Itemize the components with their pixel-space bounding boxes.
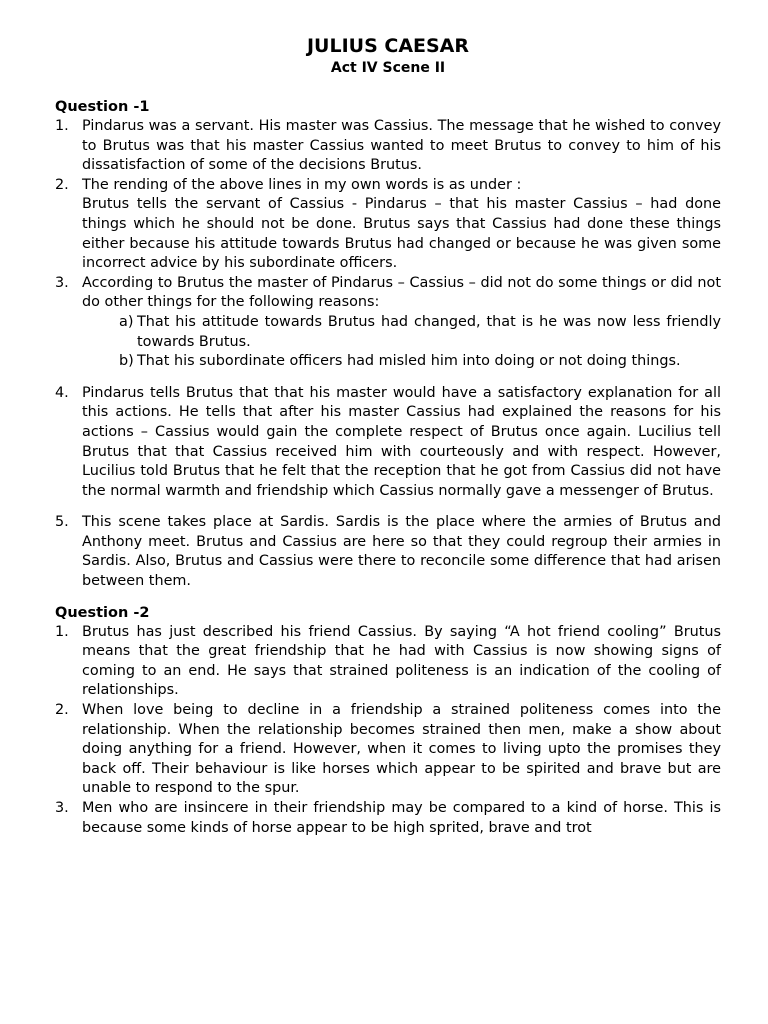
document-page xyxy=(55,34,721,838)
q2-answer-3 xyxy=(55,799,721,838)
reason-letter: b) xyxy=(119,353,134,370)
q1-answer-1 xyxy=(55,117,721,176)
answer-text: According to Brutus the master of Pindarus – Cassius – did not do some things or did not do other things for the following reasons: xyxy=(82,274,721,311)
q2-answer-2 xyxy=(55,701,721,799)
reason-text: That his attitude towards Brutus had changed, that is he was now less friendly towards Brutus. xyxy=(137,313,721,350)
reason-text: That his subordinate officers had misled him into doing or not doing things. xyxy=(137,353,681,370)
question-2-answers xyxy=(55,623,721,839)
answer-number: 1. xyxy=(55,118,69,134)
reasons-list xyxy=(82,313,721,372)
document-subtitle: Act IV Scene II xyxy=(330,60,446,76)
answer-text: When love being to decline in a friendship a strained politeness comes into the relationship. When the relationship becomes strained then men, make a show about doing anything for a friend. However, when it comes to living upto the promises they back off. Their behaviour is like horses which appear to be spirited and brave but are unable to respond to the spur. xyxy=(82,702,721,797)
answer-text-continued: Brutus tells the servant of Cassius - Pindarus – that his master Cassius – had done things which he should not be done. Brutus says that Cassius had done these things either because his attitude towards Brutus had changed or because he was given some incorrect advice by his subordinate officers. xyxy=(82,196,721,272)
answer-text: Pindarus tells Brutus that that his master would have a satisfactory explanation for all this actions. He tells that after his master Cassius had explained the reasons for his actions – Cassius would gain the complete respect of Brutus once again. Lucilius tell Brutus that that Cassius received him with courteously and with respect. However, Lucilius told Brutus that he felt that the reception that he got from Cassius did not have the normal warmth and friendship which Cassius normally gave a messenger of Brutus. xyxy=(82,384,721,499)
q1-answer-3 xyxy=(55,274,721,372)
q2-answer-1 xyxy=(55,623,721,701)
reason-letter: a) xyxy=(119,313,134,330)
question-1-heading: Question -1 xyxy=(55,99,150,115)
answer-number: 3. xyxy=(55,800,69,816)
question-1-answers xyxy=(55,117,721,592)
answer-number: 1. xyxy=(55,623,69,640)
q1-answer-4 xyxy=(55,384,721,502)
answer-text: The rending of the above lines in my own words is as under : xyxy=(82,176,522,193)
q1-answer-5 xyxy=(55,513,721,591)
answer-text: Pindarus was a servant. His master was Cassius. The message that he wished to convey to Brutus was that his master Cassius wanted to meet Brutus to convey to him of his dissatisfaction of some of the decisions Brutus. xyxy=(82,118,721,174)
answer-number: 2. xyxy=(55,176,69,193)
answer-number: 3. xyxy=(55,274,69,291)
answer-number: 5. xyxy=(55,514,69,531)
reason-item-b xyxy=(119,352,721,372)
answer-text: Men who are insincere in their friendship may be compared to a kind of horse. This is because some kinds of horse appear to be high sprited, brave and trot xyxy=(82,800,721,836)
answer-text: This scene takes place at Sardis. Sardis is the place where the armies of Brutus and Anthony meet. Brutus and Cassius are here so that they could regroup their armies in Sardis. Also, Brutus and Cassius were there to reconcile some difference that had arisen between them. xyxy=(82,514,721,590)
answer-number: 4. xyxy=(55,384,69,401)
answer-number: 2. xyxy=(55,702,69,719)
document-title: JULIUS CAESAR xyxy=(306,35,470,57)
answer-text: Brutus has just described his friend Cassius. By saying “A hot friend cooling” Brutus means that the great friendship that he had with Cassius is now showing signs of coming to an end. He says that strained politeness is an indication of the cooling of relationships. xyxy=(82,623,721,699)
question-2-heading: Question -2 xyxy=(55,604,150,621)
reason-item-a xyxy=(119,313,721,352)
q1-answer-2 xyxy=(55,176,721,274)
